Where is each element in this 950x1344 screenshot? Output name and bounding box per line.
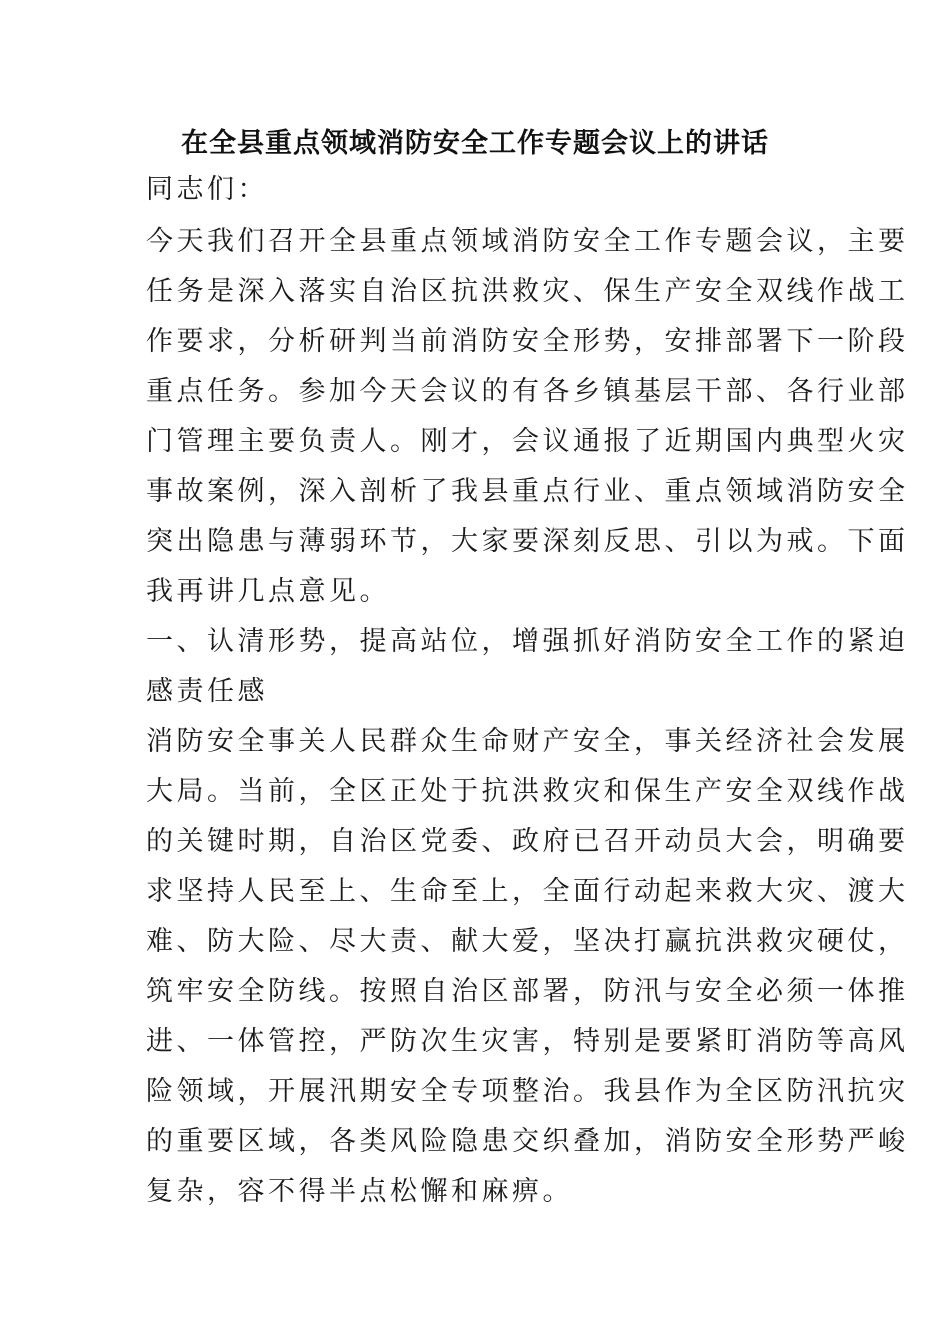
paragraph-line: 大局。当前，全区正处于抗洪救灾和保生产安全双线作战	[146, 776, 909, 807]
paragraph-line: 复杂，容不得半点松懈和麻痹。	[146, 1176, 573, 1207]
paragraph-line: 进、一体管控，严防次生灾害，特别是要紧盯消防等高风	[146, 1026, 909, 1057]
paragraph-line: 筑牢安全防线。按照自治区部署，防汛与安全必须一体推	[146, 976, 909, 1007]
paragraph-line: 消防安全事关人民群众生命财产安全，事关经济社会发展	[146, 726, 909, 757]
paragraph-line: 门管理主要负责人。刚才，会议通报了近期国内典型火灾	[146, 426, 909, 457]
paragraph-line: 的关键时期，自治区党委、政府已召开动员大会，明确要	[146, 826, 909, 857]
paragraph-line: 求坚持人民至上、生命至上，全面行动起来救大灾、渡大	[146, 876, 909, 907]
document-title: 在全县重点领域消防安全工作专题会议上的讲话	[181, 128, 769, 159]
section-heading-line: 一、认清形势，提高站位，增强抓好消防安全工作的紧迫	[146, 626, 909, 657]
paragraph-line: 作要求，分析研判当前消防安全形势，安排部署下一阶段	[146, 326, 909, 357]
paragraph-line: 的重要区域，各类风险隐患交织叠加，消防安全形势严峻	[146, 1126, 909, 1157]
paragraph-line: 突出隐患与薄弱环节，大家要深刻反思、引以为戒。下面	[146, 526, 909, 557]
paragraph-line: 任务是深入落实自治区抗洪救灾、保生产安全双线作战工	[146, 276, 909, 307]
paragraph-line: 难、防大险、尽大责、献大爱，坚决打赢抗洪救灾硬仗，	[146, 926, 909, 957]
salutation-line: 同志们：	[146, 174, 268, 205]
paragraph-line: 事故案例，深入剖析了我县重点行业、重点领域消防安全	[146, 476, 909, 507]
paragraph-line: 重点任务。参加今天会议的有各乡镇基层干部、各行业部	[146, 376, 909, 407]
section-heading-line: 感责任感	[146, 676, 268, 707]
paragraph-line: 我再讲几点意见。	[146, 576, 390, 607]
paragraph-line: 险领域，开展汛期安全专项整治。我县作为全区防汛抗灾	[146, 1076, 909, 1107]
paragraph-line: 今天我们召开全县重点领域消防安全工作专题会议，主要	[146, 226, 909, 257]
